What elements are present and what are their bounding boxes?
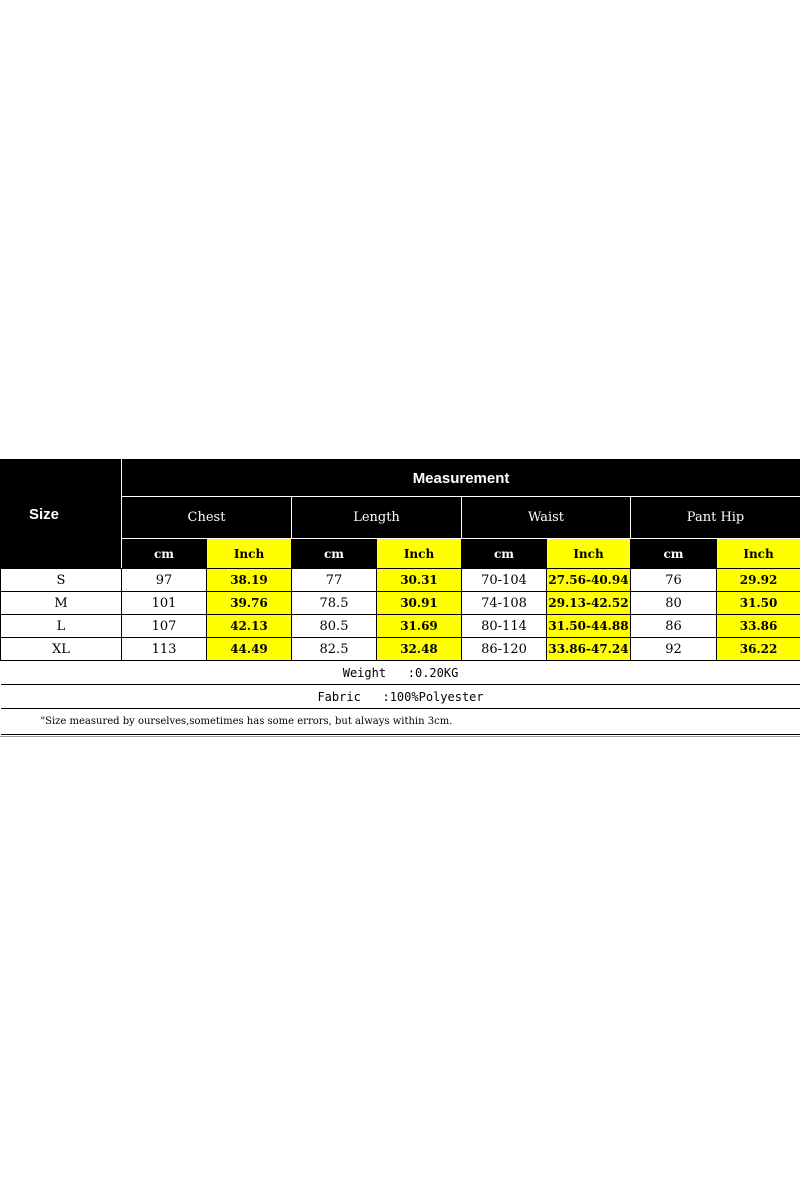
hip-inch-cell: 33.86: [717, 615, 800, 638]
hip-cm-cell: 80: [631, 592, 717, 615]
table-row: [1, 615, 800, 638]
bottom-divider: [0, 736, 800, 737]
table-row: [1, 569, 800, 592]
size-note: "Size measured by ourselves,sometimes has some errors, but always within 3cm.: [1, 709, 800, 735]
length-cm-cell: 82.5: [292, 638, 377, 661]
waist-inch-cell: 33.86-47.24: [547, 638, 631, 661]
length-cm-cell: 80.5: [292, 615, 377, 638]
size-chart-table: [0, 459, 800, 735]
hip-cm-cell: 76: [631, 569, 717, 592]
length-inch-cell: 30.31: [377, 569, 462, 592]
length-cm-cell: 78.5: [292, 592, 377, 615]
length-cm-cell: 77: [292, 569, 377, 592]
table-row: [1, 592, 800, 615]
length-inch-cell: 31.69: [377, 615, 462, 638]
chest-header: Chest: [122, 497, 292, 539]
hip-inch-cell: 31.50: [717, 592, 800, 615]
hip-inch-cell: 36.22: [717, 638, 800, 661]
waist-cm-cell: 70-104: [462, 569, 547, 592]
chest-cm-cell: 101: [122, 592, 207, 615]
size-header: Size: [1, 460, 122, 569]
measurement-header: Measurement: [122, 460, 800, 497]
fabric-row: Fabric :100%Polyester: [1, 685, 800, 709]
length-header: Length: [292, 497, 462, 539]
waist-cm-cell: 86-120: [462, 638, 547, 661]
waist-inch-cell: 27.56-40.94: [547, 569, 631, 592]
waist-inch-cell: 31.50-44.88: [547, 615, 631, 638]
hip-cm-header: cm: [631, 539, 717, 569]
length-cm-header: cm: [292, 539, 377, 569]
chest-cm-header: cm: [122, 539, 207, 569]
weight-row: Weight :0.20KG: [1, 661, 800, 685]
chest-cm-cell: 97: [122, 569, 207, 592]
hip-inch-header: Inch: [717, 539, 800, 569]
chest-inch-cell: 42.13: [207, 615, 292, 638]
pant-hip-header: Pant Hip: [631, 497, 800, 539]
hip-cm-cell: 92: [631, 638, 717, 661]
chest-inch-cell: 44.49: [207, 638, 292, 661]
length-inch-header: Inch: [377, 539, 462, 569]
size-cell: M: [1, 592, 122, 615]
length-inch-cell: 32.48: [377, 638, 462, 661]
chest-cm-cell: 113: [122, 638, 207, 661]
waist-cm-cell: 74-108: [462, 592, 547, 615]
hip-cm-cell: 86: [631, 615, 717, 638]
chest-inch-header: Inch: [207, 539, 292, 569]
chest-inch-cell: 38.19: [207, 569, 292, 592]
size-cell: L: [1, 615, 122, 638]
chest-cm-cell: 107: [122, 615, 207, 638]
waist-cm-header: cm: [462, 539, 547, 569]
waist-inch-cell: 29.13-42.52: [547, 592, 631, 615]
size-cell: S: [1, 569, 122, 592]
hip-inch-cell: 29.92: [717, 569, 800, 592]
size-cell: XL: [1, 638, 122, 661]
chest-inch-cell: 39.76: [207, 592, 292, 615]
table-row: [1, 638, 800, 661]
waist-inch-header: Inch: [547, 539, 631, 569]
length-inch-cell: 30.91: [377, 592, 462, 615]
waist-header: Waist: [462, 497, 631, 539]
waist-cm-cell: 80-114: [462, 615, 547, 638]
